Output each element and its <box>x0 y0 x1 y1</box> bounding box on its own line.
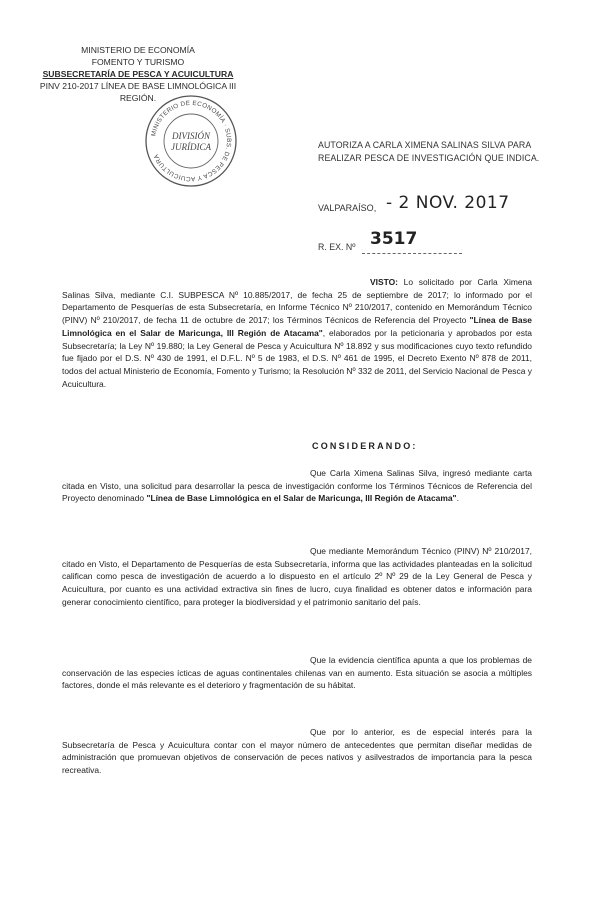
stamp-center-line1: DIVISIÓN <box>172 131 210 141</box>
place-label: VALPARAÍSO, <box>318 203 377 213</box>
considerando-paragraph-3 <box>62 654 532 692</box>
title-line-2: REALIZAR PESCA DE INVESTIGACIÓN QUE INDICA. <box>318 153 540 163</box>
considerando-1-project: "Línea de Base Limnológica en el Salar de Maricunga, III Región de Atacama" <box>146 493 457 504</box>
considerando-paragraph-2 <box>62 545 532 609</box>
considerando-1-text: Que Carla Ximena Salinas Silva, ingresó mediante carta citada en Visto, una solicitud para desarrollar la pesca de investigación conforme los Términos Técnicos de Referencia del Proyecto denominado <box>62 468 532 504</box>
visto-label: VISTO: <box>370 277 398 287</box>
resolution-label: R. EX. Nº <box>318 242 356 252</box>
title-line-1: AUTORIZA A CARLA XIMENA SALINAS SILVA PARA <box>318 140 532 150</box>
reference-code: PINV 210-2017 LÍNEA DE BASE LIMNOLÓGICA III <box>39 81 237 91</box>
resolution-title <box>318 139 568 165</box>
considerando-paragraph-1 <box>62 467 532 505</box>
considerando-heading: CONSIDERANDO: <box>312 441 418 451</box>
resolution-number-line <box>362 253 462 254</box>
considerando-2-text: Que mediante Memorándum Técnico (PINV) Nº 210/2017, citado en Visto, el Departamento de Pesquerías de esta Subsecretaría, informa que las actividades planteadas en la solicitud califican como pesca de investigación de acuerdo a lo dispuesto en el artículo 2º Nº 29 de la Ley General de Pesca y Acuicultura, por cuanto es una actividad extractiva sin fines de lucro, cuya finalidad es obtener datos e información para generar conocimiento científico, para proteger la biodiversidad y el patrimonio sanitario del país. <box>62 546 532 607</box>
considerando-paragraph-4 <box>62 726 532 777</box>
visto-paragraph <box>62 276 532 390</box>
stamp-center-line2: JURÍDICA <box>171 142 211 152</box>
visto-text-1: Lo solicitado por Carla Ximena Salinas Silva, mediante C.I. SUBPESCA Nº 10.885/2017, de fecha 25 de septiembre de 2017; lo informado por el Departamento de Pesquerías de esta Subsecretaría, en Informe Técnico Nº 210/2017, contenido en Memorándum Técnico (PINV) Nº 210/2017, de fecha 11 de octubre de 2017; los Términos Técnicos de Referencia del Proyecto <box>62 277 532 326</box>
date-stamp: - 2 NOV. 2017 <box>386 193 510 213</box>
reference-code-cont: REGIÓN. <box>119 93 157 103</box>
considerando-4-text: Que por lo anterior, es de especial interés para la Subsecretaría de Pesca y Acuicultura contar con el mayor número de antecedentes que permitan diseñar medidas de administración que promuevan objetivos de conservación de peces nativos y asilvestrados de importancia para la pesca recreativa. <box>62 727 532 776</box>
stamp-ring-text: MINISTERIO DE ECONOMÍA · SUBS. DE PESCA Y ACUICULTURA <box>150 99 233 183</box>
division-juridica-stamp <box>143 93 239 189</box>
visto-text-2: , elaborados por la peticionaria y aprobados por esta Subsecretaría; la Ley Nº 19.880; la Ley General de Pesca y Acuicultura Nº 18.892 y sus modificaciones cuyo texto refundido fue fijado por el D.S. Nº 430 de 1991, el D.F.L. Nº 5 de 1983, el D.S. Nº 461 de 1995, el Decreto Exento Nº 878 de 2011, todos del actual Ministerio de Economía, Fomento y Turismo; la Resolución Nº 332 de 2011, del Servicio Nacional de Pesca y Acuicultura. <box>62 327 533 389</box>
visto-project-name: "Línea de Base Limnológica en el Salar de Maricunga, III Región de Atacama" <box>62 315 533 338</box>
resolution-number: 3517 <box>370 229 418 249</box>
subsecretaria-name: SUBSECRETARÍA DE PESCA Y ACUICULTURA <box>42 69 234 79</box>
considerando-1-end: . <box>456 493 459 504</box>
ministry-name: MINISTERIO DE ECONOMÍA <box>81 45 195 55</box>
ministry-subtitle: FOMENTO Y TURISMO <box>91 57 185 67</box>
stamp-seal <box>143 93 239 189</box>
considerando-3-text: Que la evidencia científica apunta a que los problemas de conservación de las especies ícticas de aguas continentales chilenas van en aumento. Esta situación se asocia a múltiples factores, donde el más relevante es el deterioro y fragmentación de su hábitat. <box>62 655 532 691</box>
